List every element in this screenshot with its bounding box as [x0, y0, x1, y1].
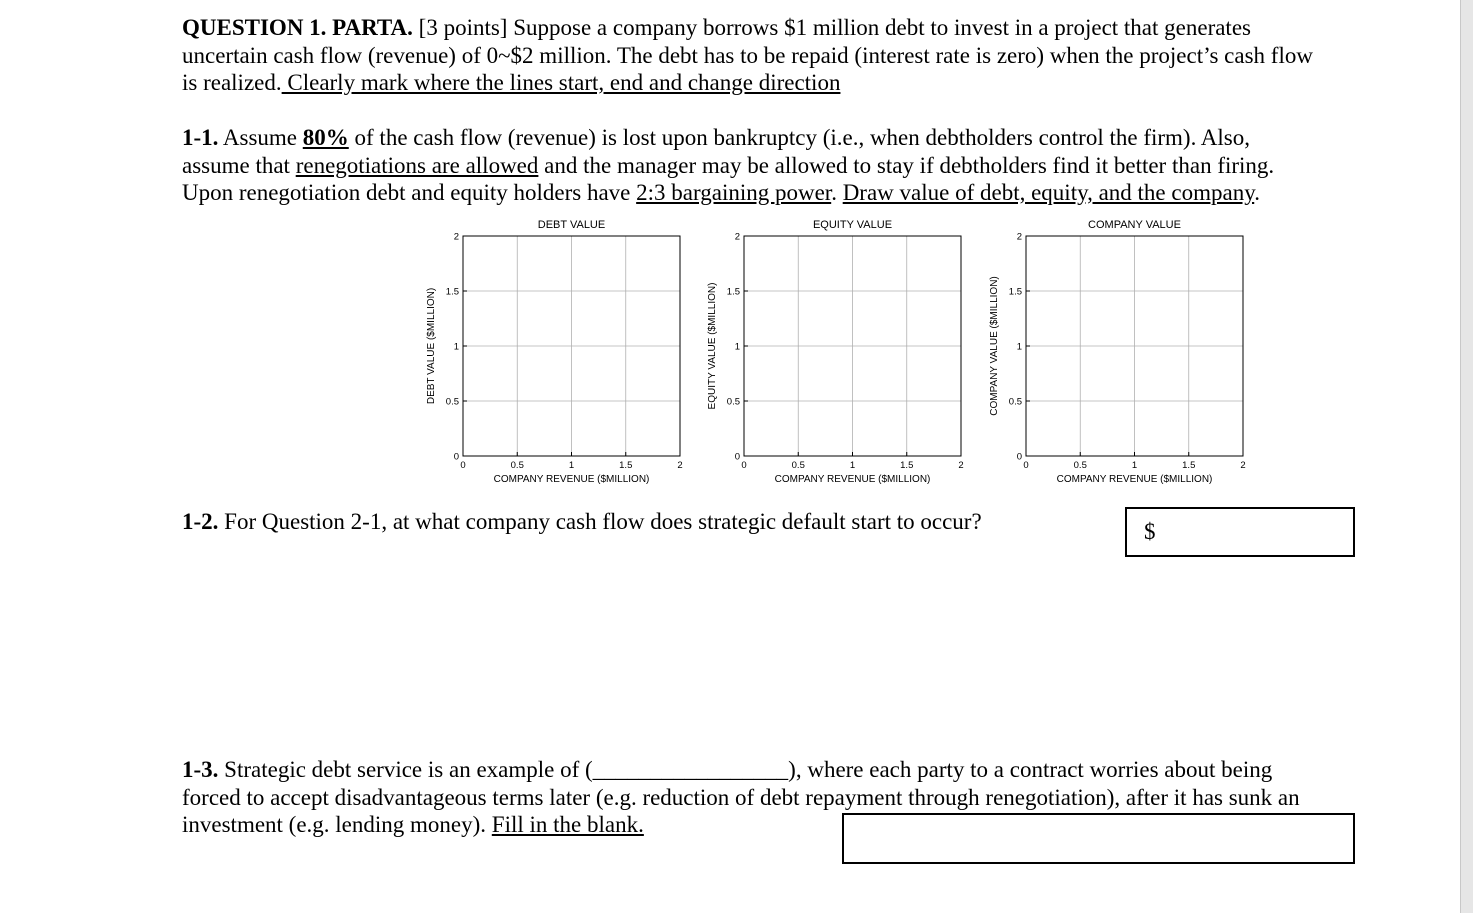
y-tick-label: 2	[734, 231, 740, 243]
question-1-1-text-d: .	[831, 180, 843, 205]
chart-title: DEBT VALUE	[537, 219, 606, 231]
chart-svg[interactable]	[706, 212, 986, 492]
chart-svg[interactable]	[988, 212, 1268, 492]
chart-title: EQUITY VALUE	[812, 219, 893, 231]
x-axis-label: COMPANY REVENUE ($MILLION)	[1056, 474, 1213, 485]
chart-svg[interactable]	[425, 212, 705, 492]
question-1-1-number: 1-1.	[182, 125, 219, 150]
equity-value-chart[interactable]	[706, 212, 986, 492]
x-tick-label: 1.5	[619, 460, 633, 471]
question-1-3-text-a: Strategic debt service is an example of (	[218, 757, 593, 782]
y-tick-label: 1.5	[726, 286, 740, 298]
y-tick-label: 2	[453, 231, 459, 243]
y-tick-label: 0	[1016, 451, 1022, 463]
question-1-3-number: 1-3.	[182, 757, 219, 782]
x-tick-label: 0	[741, 460, 747, 471]
x-tick-label: 0.5	[510, 460, 524, 471]
question-1-1-text-a: Assume	[218, 125, 303, 150]
fill-in-blank-line: _________________	[592, 757, 789, 782]
x-tick-label: 1.5	[1182, 460, 1196, 471]
x-tick-label: 2	[958, 460, 964, 471]
y-tick-label: 1	[734, 341, 740, 353]
y-axis-label: COMPANY VALUE ($MILLION)	[989, 276, 1000, 416]
question-1-2	[182, 508, 1082, 536]
x-tick-label: 1	[1131, 460, 1138, 471]
x-tick-label: 1	[568, 460, 575, 471]
x-tick-label: 0	[460, 460, 466, 471]
chart-title: COMPANY VALUE	[1088, 219, 1181, 231]
question-1-3-text-b: ), where each party to a contract worries about being forced to accept disadvantageous terms later (e.g. reduction of debt repayment through renegotiation), after it has sunk an investment (e.g. lending money).	[182, 757, 1300, 837]
window-edge	[1460, 0, 1473, 913]
x-axis-label: COMPANY REVENUE ($MILLION)	[493, 474, 650, 485]
question-1-1	[182, 124, 1312, 207]
renegotiation-phrase: renegotiations are allowed	[295, 152, 539, 178]
x-tick-label: 2	[1240, 460, 1246, 471]
fill-blank-instruction: Fill in the blank.	[491, 812, 644, 837]
y-tick-label: 0	[734, 451, 740, 463]
question-1-text: Suppose a company borrows $1 million debt to invest in a project that generates uncertain cash flow (revenue) of 0~$2 million. The debt has to be repaid (interest rate is zero) when the project’s cash flow is realized.	[182, 15, 1313, 95]
x-tick-label: 1	[849, 460, 856, 471]
x-tick-label: 0.5	[791, 460, 805, 471]
x-tick-label: 0.5	[1073, 460, 1087, 471]
bargaining-power-phrase: 2:3 bargaining power	[636, 180, 832, 205]
dollar-sign: $	[1144, 519, 1156, 544]
y-tick-label: 1.5	[1008, 286, 1022, 298]
x-tick-label: 2	[677, 460, 683, 471]
y-tick-label: 2	[1016, 231, 1022, 243]
debt-value-chart[interactable]	[425, 212, 705, 492]
x-tick-label: 0	[1023, 460, 1029, 471]
question-1-title: QUESTION 1. PARTA.	[182, 15, 413, 40]
question-1-1-text-b: of the cash flow (revenue) is lost upon bankruptcy (i.e., when debtholders control the firm). Also, assume that	[182, 125, 1251, 178]
bankruptcy-loss-percent: 80%	[302, 125, 349, 150]
draw-instruction: Draw value of debt, equity, and the company	[842, 180, 1255, 205]
question-1-1-text-c: and the manager may be allowed to stay if debtholders find it better than firing. Upon renegotiation debt and equity holders have	[182, 152, 1275, 205]
y-tick-label: 0.5	[445, 396, 459, 408]
y-tick-label: 1	[453, 341, 459, 353]
question-1-intro	[182, 14, 1322, 97]
question-1-2-number: 1-2.	[182, 509, 219, 534]
question-1-1-text-e: .	[1254, 180, 1260, 205]
company-value-chart[interactable]	[988, 212, 1268, 492]
y-tick-label: 0.5	[1008, 396, 1022, 408]
y-axis-label: DEBT VALUE ($MILLION)	[426, 287, 437, 405]
fill-in-blank-answer-box[interactable]	[842, 813, 1355, 864]
y-axis-label: EQUITY VALUE ($MILLION)	[707, 282, 718, 410]
strategic-default-answer-box[interactable]	[1125, 507, 1355, 557]
question-1-points: [3 points]	[412, 15, 514, 40]
y-tick-label: 1	[1016, 341, 1022, 353]
x-tick-label: 1.5	[900, 460, 914, 471]
y-tick-label: 0.5	[726, 396, 740, 408]
y-tick-label: 0	[453, 451, 459, 463]
x-axis-label: COMPANY REVENUE ($MILLION)	[774, 474, 931, 485]
question-1-2-text: For Question 2-1, at what company cash flow does strategic default start to occur?	[218, 509, 982, 534]
y-tick-label: 1.5	[445, 286, 459, 298]
question-1-instruction: Clearly mark where the lines start, end and change direction	[281, 70, 841, 95]
